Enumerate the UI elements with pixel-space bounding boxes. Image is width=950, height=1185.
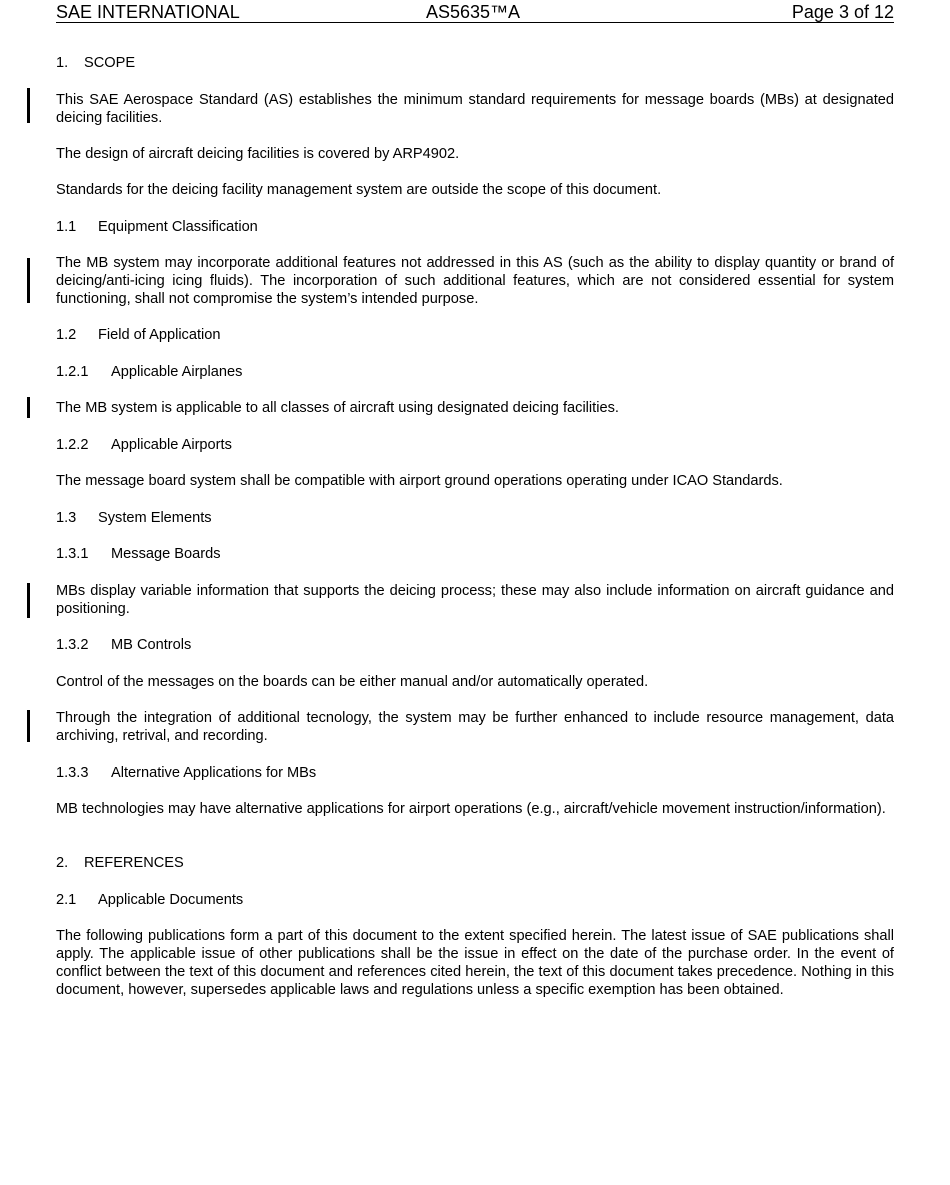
section-number: 2.1	[56, 892, 77, 908]
paragraph: MB technologies may have alternative applications for airport operations (e.g., aircraft/vehicle movement instruction/information).	[56, 801, 886, 817]
section-number: 1.3.3	[56, 765, 89, 781]
section-heading	[56, 436, 894, 454]
section-heading	[56, 326, 894, 344]
section-title: Message Boards	[111, 546, 221, 562]
section-title: Applicable Airports	[111, 437, 232, 453]
section-heading	[56, 854, 894, 872]
paragraph: Standards for the deicing facility management system are outside the scope of this document.	[56, 182, 662, 198]
change-bar	[27, 710, 30, 742]
section-number: 1.2.2	[56, 437, 89, 453]
change-bar	[27, 88, 30, 123]
header-document-number: AS5635™A	[426, 2, 521, 22]
paragraph: The following publications form a part of this document to the extent specified herein. The latest issue of SAE publications shall apply. The applicable issue of other publications shall be the issue in effect on the date of the purchase order. In the event of conflict between the text of this document and references cited herein, the text of this document takes precedence. Nothing in this document, however, supersedes applicable laws and regulations unless a specific exemption has been obtained.	[56, 928, 894, 998]
section-title: Alternative Applications for MBs	[111, 765, 317, 781]
section-heading	[56, 509, 894, 527]
section-heading	[56, 891, 894, 909]
paragraph: The design of aircraft deicing facilities is covered by ARP4902.	[56, 146, 460, 162]
section-title: Applicable Airplanes	[111, 364, 243, 380]
paragraph: The MB system is applicable to all classes of aircraft using designated deicing facilities.	[56, 400, 619, 416]
section-number: 1.3.1	[56, 546, 89, 562]
paragraph: This SAE Aerospace Standard (AS) establishes the minimum standard requirements for message boards (MBs) at designated deicing facilities.	[56, 92, 894, 126]
section-title: Equipment Classification	[98, 219, 258, 235]
paragraph: The MB system may incorporate additional features not addressed in this AS (such as the ability to display quantity or brand of deicing/anti-icing icing fluids). The incorporation of such additional features, which are not considered essential for system functioning, shall not compromise the system’s intended purpose.	[56, 255, 894, 307]
change-bar	[27, 583, 30, 618]
section-number: 2.	[56, 855, 69, 871]
paragraph: Through the integration of additional tecnology, the system may be further enhanced to include resource management, data archiving, retrival, and recording.	[56, 710, 894, 744]
section-number: 1.2.1	[56, 364, 89, 380]
paragraph: The message board system shall be compatible with airport ground operations operating under ICAO Standards.	[56, 473, 783, 489]
section-number: 1.3	[56, 510, 77, 526]
section-heading	[56, 54, 894, 72]
change-bar	[27, 397, 30, 418]
section-title: MB Controls	[111, 637, 192, 653]
section-heading	[56, 545, 894, 563]
section-number: 1.1	[56, 219, 77, 235]
page-header	[56, 2, 894, 23]
section-number: 1.3.2	[56, 637, 89, 653]
section-number: 1.2	[56, 327, 77, 343]
section-title: Field of Application	[98, 327, 221, 343]
section-title: REFERENCES	[84, 855, 184, 871]
paragraph: MBs display variable information that supports the deicing process; these may also include information on aircraft guidance and positioning.	[56, 583, 894, 617]
header-page-number: Page 3 of 12	[791, 2, 894, 22]
section-heading	[56, 218, 894, 236]
header-organization: SAE INTERNATIONAL	[56, 2, 240, 22]
section-heading	[56, 764, 894, 782]
section-number: 1.	[56, 55, 69, 71]
change-bar	[27, 258, 30, 303]
section-title: Applicable Documents	[98, 892, 244, 908]
section-heading	[56, 363, 894, 381]
section-title: SCOPE	[84, 55, 136, 71]
section-heading	[56, 636, 894, 654]
section-title: System Elements	[98, 510, 212, 526]
paragraph: Control of the messages on the boards can be either manual and/or automatically operated.	[56, 674, 649, 690]
